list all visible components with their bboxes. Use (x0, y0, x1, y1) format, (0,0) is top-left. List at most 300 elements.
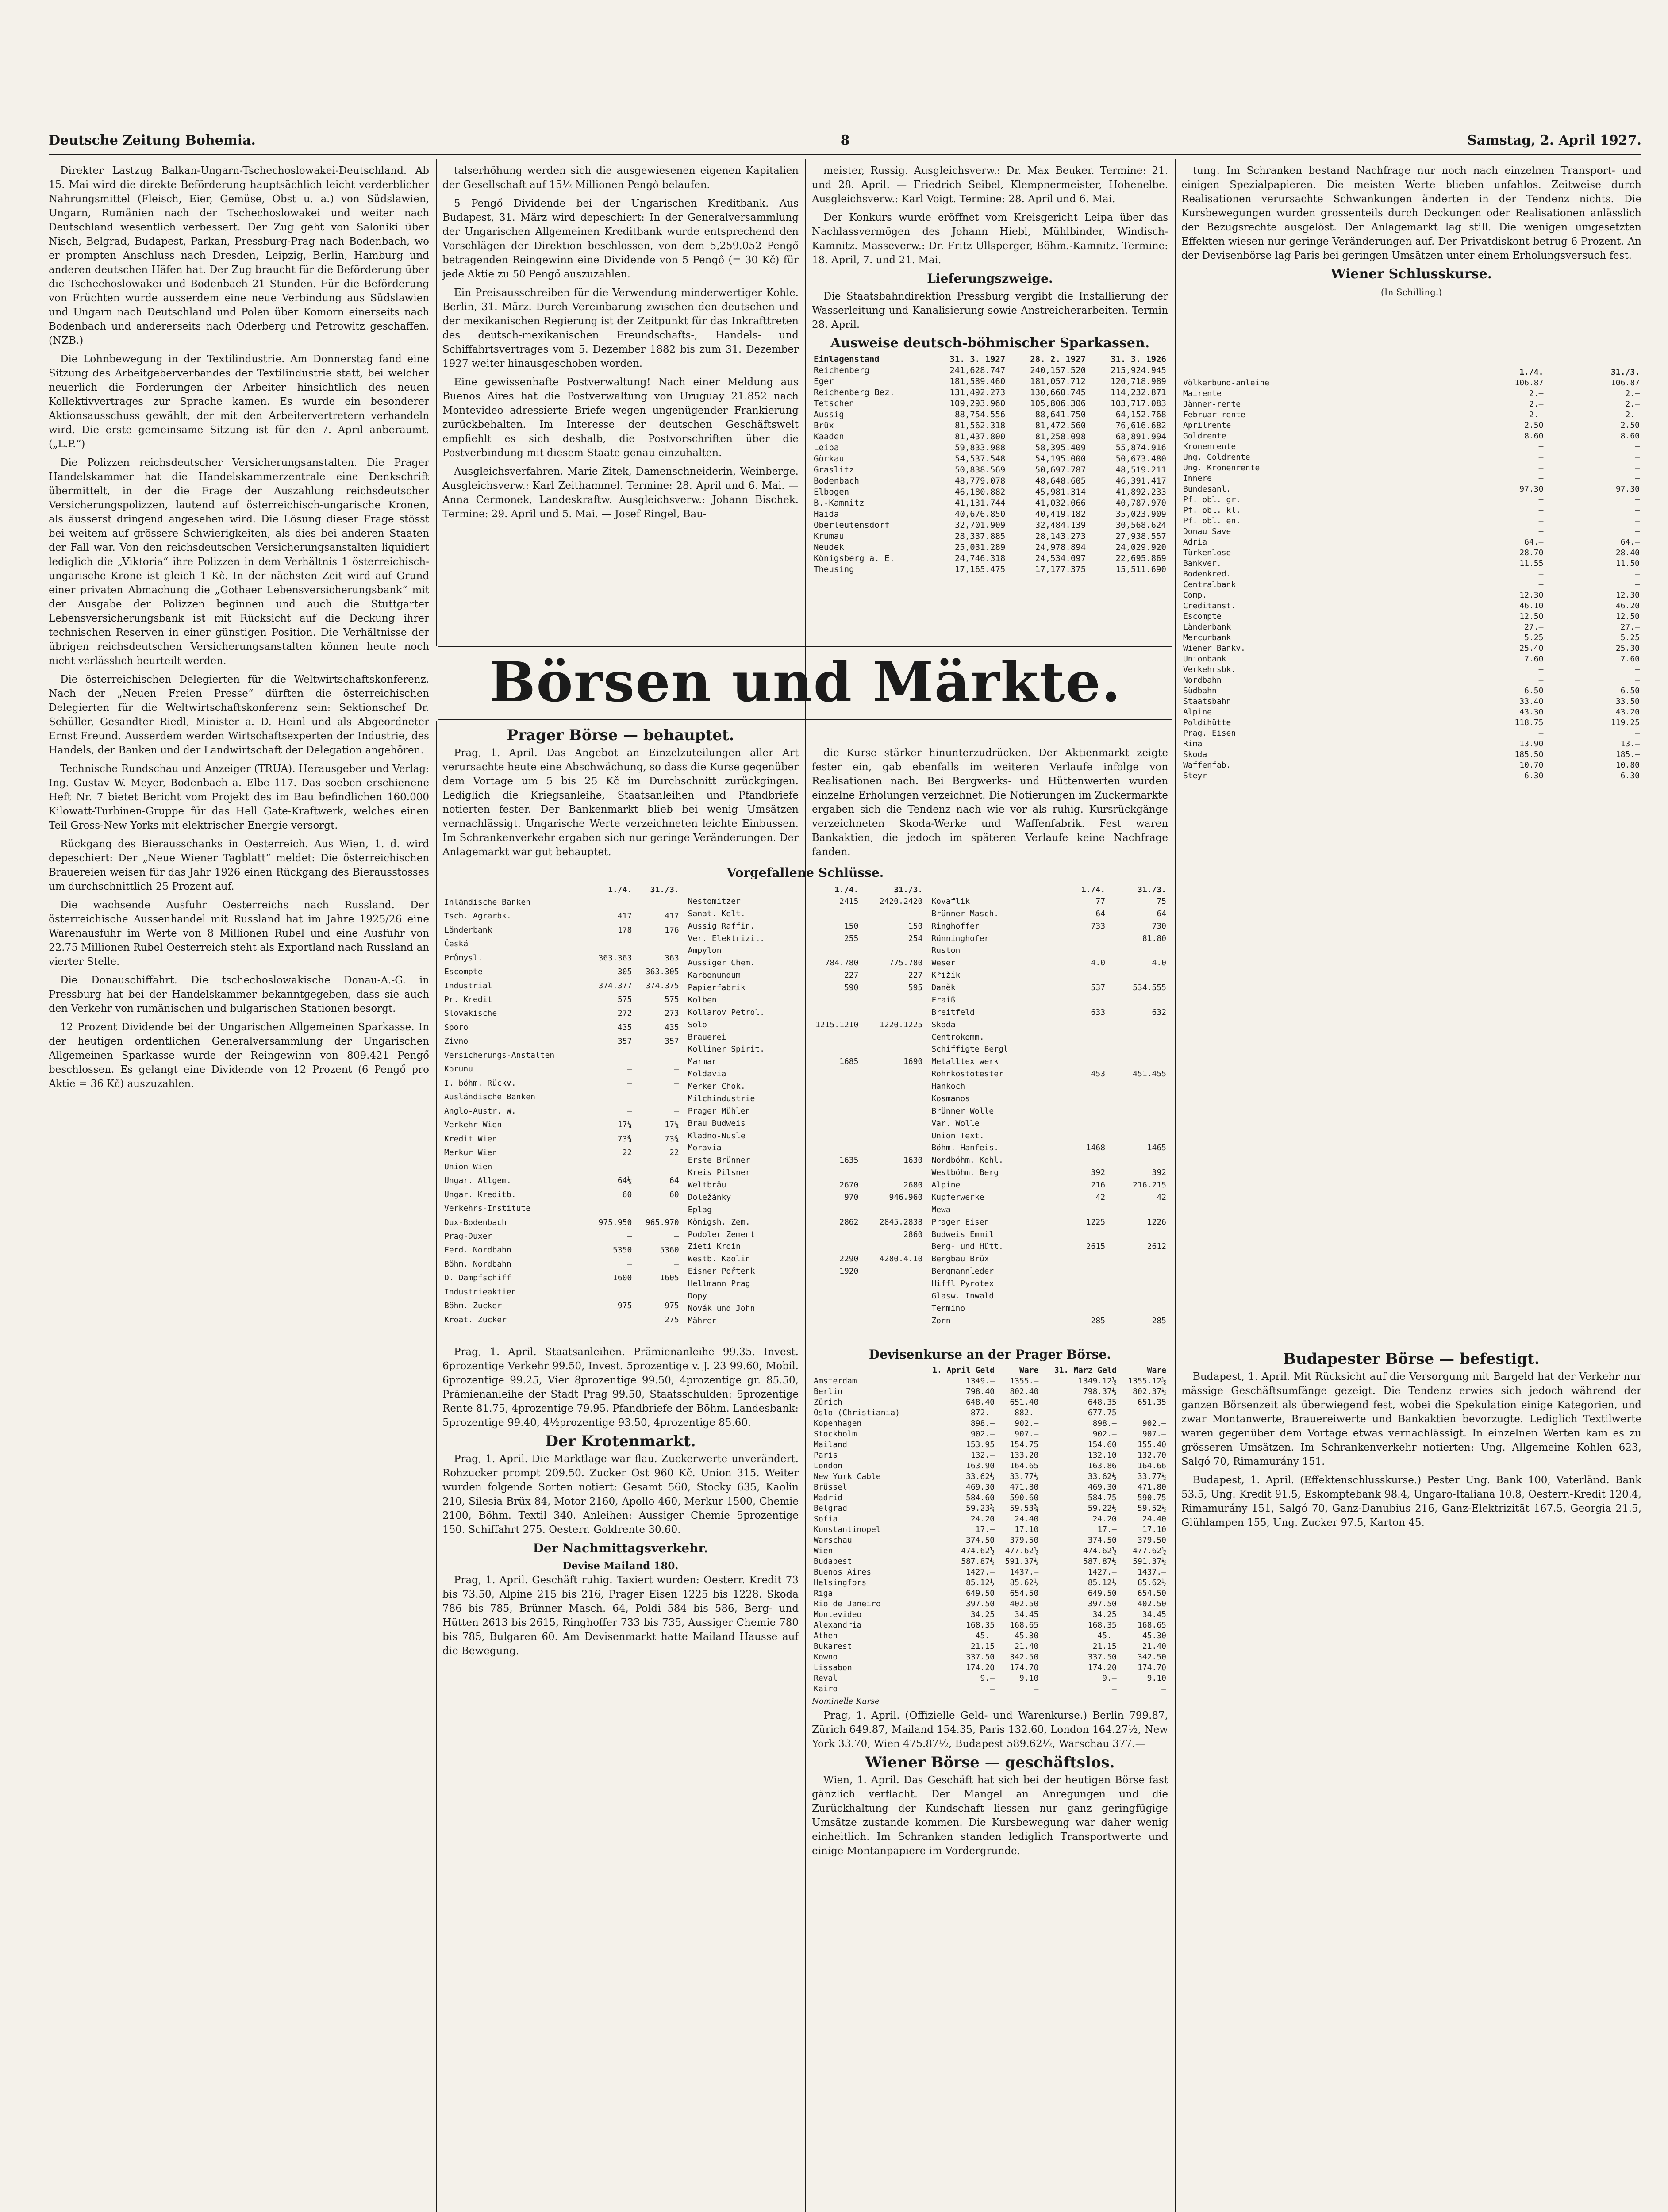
article: Ausgleichsverfahren. Marie Zitek, Damenschneiderin, Weinberge. Ausgleichsverw.: Karl Zeithammel. Termine: 28. April und 6. Mai. — Anna Cermonek, Landeskraftw. Ausgleichsverw.: Johann Bischek. Termine: 29. April und 5. Mai. — Josef Ringel, Bau- (442, 466, 799, 520)
row-value: — (1538, 569, 1544, 579)
row-value: 898.— (1092, 1419, 1117, 1428)
row-label: Südbahn (1183, 686, 1217, 695)
row-label: Brünner Masch. (931, 909, 999, 918)
kurs-row (686, 895, 925, 908)
devisen-row (812, 1652, 1168, 1663)
row-value: — (1161, 1684, 1166, 1694)
row-label: Jänner-rente (1183, 399, 1241, 409)
row-label: Papierfabrik (688, 983, 746, 993)
column-4-top (1181, 164, 1641, 367)
kurs-row (1181, 633, 1641, 643)
col-header: 28. 2. 1927 (1030, 354, 1086, 364)
row-label: Korunu (444, 1064, 473, 1074)
row-value (1107, 1105, 1168, 1118)
devisen-row (812, 1641, 1168, 1652)
row-value: 474.62½ (961, 1546, 995, 1555)
kurs-row (930, 1044, 1168, 1056)
row-label: Hankoch (931, 1082, 965, 1091)
col-header: Ware (1147, 1366, 1166, 1375)
row-value (1107, 1031, 1168, 1044)
row-value: 1685 (839, 1057, 859, 1067)
row-value: 48,519.211 (1115, 465, 1166, 475)
sparkasse-row (812, 564, 1168, 575)
row-value: 132.— (970, 1451, 995, 1460)
row-label: Bundesanl. (1183, 484, 1231, 494)
row-value (1062, 945, 1107, 957)
row-value: 902.— (1015, 1419, 1039, 1428)
row-value (860, 1068, 924, 1080)
row-label: Madrid (814, 1493, 843, 1502)
kurs-row (686, 1044, 925, 1056)
row-label: Amsterdam (814, 1376, 857, 1386)
row-value: 374.50 (1088, 1536, 1117, 1545)
row-value: 417 (665, 911, 679, 921)
row-value: 22 (622, 1148, 632, 1158)
masthead-name: Deutsche Zeitung Bohemia. (49, 133, 256, 148)
row-value: 64 (1157, 909, 1167, 918)
row-label: Metalltex werk (931, 1057, 999, 1067)
row-label: Reichenberg (814, 365, 869, 375)
row-label: Průmysl. (444, 953, 483, 963)
row-value: 975 (665, 1301, 679, 1311)
row-value: 2415 (839, 896, 859, 906)
kurs-row (442, 937, 681, 951)
kurs-row (442, 1063, 681, 1076)
kurs-row (442, 1146, 681, 1160)
article: Prag, 1. April. Geschäft ruhig. Taxiert wurden: Oesterr. Kredit 73 bis 73.50, Alpine 215 bis 216, Prager Eisen 1225 bis 1228. Skoda 786 bis 785, Brünner Masch. 64, Poldi 584 bis 586, Berg- und Hütten 2613 bis 2615, Ringhoffer 733 bis 735, Aussiger Chemie 780 bis 785, Bulgaren 60. Am Devisenmarkt hatte Mailand Hausse auf die Bewegung. (442, 1575, 799, 1657)
row-value: 64,152.768 (1115, 410, 1166, 419)
row-value: 106.87 (1610, 378, 1640, 388)
row-value: 34.45 (1015, 1610, 1039, 1619)
row-value: 174.70 (1010, 1663, 1039, 1672)
row-label: Doležánky (688, 1192, 731, 1202)
kurs-row (686, 994, 925, 1006)
row-value (1107, 1253, 1168, 1265)
row-value (1062, 1229, 1107, 1241)
row-value: 119.25 (1610, 718, 1640, 727)
kurs-row (442, 965, 681, 979)
row-label: Konstantinopel (814, 1525, 881, 1534)
row-value: 1355.— (1010, 1376, 1039, 1386)
row-label: Var. Wolle (931, 1118, 980, 1128)
row-value: 632 (1152, 1007, 1167, 1017)
row-value (860, 1302, 924, 1315)
kurs-row (930, 1204, 1168, 1216)
boerse-tables (442, 885, 1168, 1327)
article: tung. Im Schranken bestand Nachfrage nur noch nach einzelnen Transport- und einigen Spezialpapieren. Die meisten Werte blieben unfahlos. Zeitweise durch Realisationen verursachte Schwankungen änderten in der Tendenz nichts. Die Kursbewegungen wurden grossenteils durch Deckungen oder Realisationen anlässlich der Bezugsrechte ausgelöst. Der Anlagemarkt lag still. Die wenigen umgesetzten Effekten wiesen nur geringe Veränderungen auf. Der Privatdiskont betrug 6 Prozent. An der Devisenbörse lag Paris bei geringen Umsätzen unter einem Erholungsversuch fest. (1181, 165, 1641, 261)
row-label: Ung. Kronenrente (1183, 463, 1260, 472)
devisen-row (812, 1418, 1168, 1429)
row-label: Sanat. Kelt. (688, 909, 746, 918)
kurs-row (686, 1093, 925, 1105)
row-value: 154.60 (1088, 1440, 1117, 1449)
row-value: — (627, 1162, 632, 1171)
row-label: Mairente (1183, 389, 1222, 398)
article: Die Staatsbahndirektion Pressburg vergibt die Installierung der Wasserleitung und Kanalisierung sowie Anstreicherarbeiten. Termin 28. April. (812, 291, 1168, 330)
row-value: 25.40 (1519, 644, 1544, 653)
row-label: Oslo (Christiania) (814, 1408, 900, 1417)
row-value: 55,874.916 (1115, 443, 1166, 453)
kurs-row (686, 933, 925, 945)
kurs-row (442, 1188, 681, 1202)
row-label: Bodenbach (814, 476, 859, 486)
row-value: 474.62½ (1083, 1546, 1117, 1555)
row-value: — (674, 1064, 679, 1074)
row-value: 50,838.569 (954, 465, 1006, 475)
kurs-row (930, 908, 1168, 920)
kurs-row (1181, 463, 1641, 473)
row-value (1107, 1265, 1168, 1278)
row-value: 132.10 (1088, 1451, 1117, 1460)
kurs-row (442, 1299, 681, 1313)
devisen-row (812, 1397, 1168, 1408)
kurs-row (930, 945, 1168, 957)
row-value: 591.37½ (1005, 1557, 1039, 1566)
row-value: 59.53¾ (1010, 1504, 1039, 1513)
row-label: Industrial (444, 981, 492, 991)
row-label: Dopy (688, 1291, 707, 1301)
col-header (812, 1365, 919, 1376)
row-label: Verkehrsbk. (1183, 665, 1236, 674)
row-label: I. böhm. Rückv. (444, 1078, 516, 1088)
article: die Kurse stärker hinunterzudrücken. Der Aktienmarkt zeigte fester ein, gab ebenfalls im weiteren Verlaufe infolge von Realisationen nach. Bei Bergwerks- und Hüttenwerten wurden einzelne Erholungen verzeichnet. Die Notierungen im Zuckermarkte ergaben sich die Tendenz nach wie vor als ruhig. Kursrückgänge verzeichneten Skoda-Werke und Waffenfabrik. Fest waren Bankaktien, die jedoch im späteren Verlaufe keine Nachfrage fanden. (812, 747, 1168, 858)
kurs-row (930, 982, 1168, 994)
kurs-row (1181, 643, 1641, 654)
row-value: 11.50 (1615, 559, 1640, 568)
row-value: 185.50 (1514, 750, 1544, 759)
row-value (796, 1204, 861, 1216)
devisen-row (812, 1376, 1168, 1386)
row-value: 45.— (1097, 1631, 1117, 1640)
row-value: 33.62½ (965, 1472, 995, 1481)
row-value (587, 1313, 634, 1327)
row-label: Ampylon (688, 946, 722, 956)
row-label: Riga (814, 1589, 833, 1598)
row-label: Ferd. Nordbahn (444, 1245, 511, 1255)
row-value: 8.60 (1524, 431, 1544, 441)
row-label: Kopenhagen (814, 1419, 862, 1428)
row-label: Kronenrente (1183, 442, 1236, 451)
sparkasse-row (812, 365, 1168, 376)
column-2-bottom (442, 1345, 799, 2212)
row-value (796, 1229, 861, 1241)
row-value: 81,437.800 (954, 432, 1006, 442)
row-value: 64.— (1620, 538, 1640, 547)
kurs-row (930, 920, 1168, 933)
row-value: 363.363 (598, 953, 632, 963)
col-header: Einlagenstand (814, 354, 880, 364)
row-value: 2680 (903, 1180, 923, 1190)
row-value: 241,628.747 (949, 365, 1006, 375)
row-value: 2.50 (1620, 421, 1640, 430)
row-value: 2615 (1086, 1242, 1106, 1252)
row-value: 733 (1091, 921, 1106, 931)
row-value: 33.77½ (1010, 1472, 1039, 1481)
kurs-row (442, 1216, 681, 1229)
row-value: 402.50 (1137, 1599, 1166, 1609)
sparkasse-row (812, 442, 1168, 453)
row-value: 469.30 (1088, 1482, 1117, 1492)
row-value: 2290 (839, 1254, 859, 1264)
row-value: 10.70 (1519, 760, 1544, 770)
row-label: Pf. obl. gr. (1183, 495, 1241, 504)
row-value: 85.62½ (1137, 1578, 1166, 1587)
row-value: 58,395.409 (1035, 443, 1086, 453)
row-value: 1690 (903, 1057, 923, 1067)
row-value: — (1538, 527, 1544, 536)
row-value: 168.35 (965, 1621, 995, 1630)
row-value: 114,232.871 (1111, 388, 1166, 397)
article: Prag, 1. April. Die Marktlage war flau. Zuckerwerte unverändert. Rohzucker prompt 209.50. Zucker Ost 960 Kč. Union 315. Weiter wurden folgende Sorten notiert: Gesamt 560, Stocky 635, Kaolin 210, Silesia Brüx 84, Motor 2160, Apollo 460, Merkur 1500, Chemie 2100, Böhm. Textil 340. Anleihen: Aussiger Chemie 5prozentige 150. Schiffahrt 275. Oesterr. Goldrente 30.60. (442, 1453, 799, 1536)
row-value (796, 1044, 861, 1056)
row-value: 633 (1091, 1007, 1106, 1017)
kurs-row (1181, 452, 1641, 463)
kurs-row (1181, 505, 1641, 516)
row-value: 22,695.869 (1115, 553, 1166, 563)
row-label: Verkehrs-Institute (444, 1204, 531, 1214)
kurs-row (930, 1130, 1168, 1142)
kurs-row (930, 1191, 1168, 1204)
devisen-row (812, 1440, 1168, 1450)
row-value (1062, 1031, 1107, 1044)
kurs-row (686, 1105, 925, 1118)
row-label: Brünner Wolle (931, 1106, 994, 1116)
devisen-row (812, 1408, 1168, 1418)
row-value: 174.20 (965, 1663, 995, 1672)
row-value: 2.50 (1524, 421, 1544, 430)
row-value (860, 1142, 924, 1155)
kurs-row (686, 1118, 925, 1130)
kurs-row (930, 1216, 1168, 1229)
kurs-row (442, 1091, 681, 1104)
kurs-row (686, 1167, 925, 1179)
row-value: 1226 (1147, 1217, 1167, 1227)
row-value (634, 1091, 680, 1104)
row-value: 28,337.885 (954, 531, 1006, 541)
row-value: 27.— (1620, 622, 1640, 632)
kurs-row (686, 1278, 925, 1290)
row-label: Paris (814, 1451, 838, 1460)
kurs-row (930, 1080, 1168, 1093)
row-value: 730 (1152, 921, 1167, 931)
row-value (1062, 1265, 1107, 1278)
row-value (1062, 933, 1107, 945)
row-value: — (1635, 453, 1640, 462)
row-value (860, 1265, 924, 1278)
row-value (796, 1241, 861, 1253)
kurs-row (686, 1290, 925, 1302)
row-value: 6.30 (1620, 771, 1640, 780)
article: Direkter Lastzug Balkan-Ungarn-Tschechoslowakei-Deutschland. Ab 15. Mai wird die direkte Beförderung hauptsächlich leicht verderblicher Nahrungsmittel (Fleisch, Eier, Gemüse, Obst u. a.) von Südslawien, Ungarn, Rumänien nach der Tschechoslowakei und weiter nach Deutschland wesentlich verbessert. Der Zug geht von Saloniki über Nisch, Belgrad, Budapest, Parkan, Pressburg-Prag nach Bodenbach, wo er prompten Anschluss nach Dresden, Leipzig, Berlin, Hamburg und anderen deutschen Häfen hat. Der Zug braucht für die Beförderung über die Tschechoslowakei und Bodenbach 21 Stunden. Für die Beförderung von Früchten wurde ausserdem eine neue Verbindung aus Südslawien und Ungarn nach Deutschland und Polen über Komorn einerseits nach Bodenbach und andererseits nach Oderberg und Petrowitz geschaffen. (NZB.) (49, 165, 429, 346)
row-value (1107, 1229, 1168, 1241)
row-value: 103,717.083 (1111, 399, 1166, 408)
row-label: Helsingfors (814, 1578, 867, 1587)
row-value: 2.— (1625, 389, 1640, 398)
section-heading: Vorgefallene Schlüsse. (726, 865, 884, 880)
row-value: 131,492.273 (949, 388, 1006, 397)
row-label: Kowno (814, 1652, 838, 1662)
row-label: Montevideo (814, 1610, 862, 1619)
row-value (587, 1202, 634, 1215)
row-value: — (1635, 463, 1640, 472)
section-heading: Budapester Börse — befestigt. (1283, 1350, 1540, 1368)
row-value: 965.970 (645, 1217, 679, 1227)
sparkasse-row (812, 476, 1168, 487)
row-value (1107, 1044, 1168, 1056)
row-value: 76,616.682 (1115, 421, 1166, 430)
row-label: Graslitz (814, 465, 854, 475)
row-value: — (1034, 1684, 1039, 1694)
row-value: 902.— (1142, 1419, 1166, 1428)
row-label: Merkur Wien (444, 1148, 497, 1158)
row-label: Rohrkostotester (931, 1069, 1003, 1079)
row-value: 34.25 (1092, 1610, 1117, 1619)
row-value: 59,833.988 (954, 443, 1006, 453)
kurs-row (686, 1019, 925, 1031)
row-label: Lissabon (814, 1663, 852, 1672)
kurs-row (442, 1257, 681, 1271)
row-label: Zivno (444, 1037, 469, 1046)
row-value: 648.40 (965, 1398, 995, 1407)
row-label: Glasw. Inwald (931, 1291, 994, 1301)
devisen-row (812, 1684, 1168, 1694)
row-label: Elbogen (814, 487, 849, 497)
row-label: Versicherungs-Anstalten (444, 1050, 555, 1060)
kurs-row (1181, 431, 1641, 442)
row-value: 17,165.475 (954, 565, 1006, 574)
row-value: 363.305 (645, 967, 679, 977)
row-label: Křižík (931, 971, 961, 980)
row-value (860, 1006, 924, 1019)
row-label: Länderbank (444, 925, 492, 935)
sparkasse-row (812, 520, 1168, 531)
row-value: 48,779.078 (954, 476, 1006, 486)
devisen-row (812, 1546, 1168, 1556)
kurs-row (686, 1068, 925, 1080)
kurs-row (930, 1265, 1168, 1278)
row-value: 163.90 (965, 1461, 995, 1471)
row-value: 168.65 (1137, 1621, 1166, 1630)
article: Die Polizzen reichsdeutscher Versicherungsanstalten. Die Prager Handelskammer hat die Handelskammerzentrale eine Denkschrift übermittelt, in der die Frage der Auszahlung reichsdeutscher Versicherungspolizzen, lautend auf österreichisch-ungarische Kronen, als äusserst dringend angesehen wird. Die Lösung dieser Frage stösst bei weitem auf grössere Schwierigkeiten, als dies bei anderen Staaten der Fall war. Von den reichsdeutschen Versicherungsanstalten liquidiert lediglich die „Viktoria“ ihre Polizzen in dem Verhältnis 1 österreichisch-ungarische Krone ist gleich 1 Kč. In der nächsten Zeit wird auf Grund einer privaten Abmachung die „Gothaer Lebensversicherungsbank“ mit der Ausgabe der Polizzen beginnen und auch die Stuttgarter Lebensversicherungsbank ist mit Rücksicht auf die Deckung ihrer technischen Reserven in einer günstigen Position. Die Verhältnisse der übrigen reichsdeutschen Versicherungsanstalten können heute noch nicht verlässlich beurteilt werden. (49, 457, 429, 667)
row-value: 9.10 (1019, 1674, 1039, 1683)
row-label: Skoda (931, 1020, 956, 1029)
row-label: Tetschen (814, 399, 854, 408)
row-value: 584.60 (965, 1493, 995, 1502)
row-label: Prager Mühlen (688, 1106, 750, 1116)
row-label: D. Dampfschiff (444, 1273, 511, 1283)
kurs-row (1181, 580, 1641, 590)
row-value: 40,787.970 (1115, 498, 1166, 508)
kurs-row (442, 1048, 681, 1062)
row-value: 81,258.098 (1035, 432, 1086, 442)
row-label: Ungar. Kreditb. (444, 1190, 516, 1199)
row-label: Staatsbahn (1183, 697, 1231, 706)
row-value: 215,924.945 (1111, 365, 1166, 375)
row-value: — (1635, 516, 1640, 526)
row-value: 42 (1095, 1192, 1106, 1202)
row-label: Ringhoffer (931, 921, 980, 931)
kurs-row (1181, 473, 1641, 484)
kurs-row (686, 908, 925, 920)
row-value (1062, 1278, 1107, 1290)
banner-rule (438, 719, 1172, 720)
devisen-row (812, 1673, 1168, 1684)
col-header: 1. April Geld (932, 1366, 995, 1375)
kurs-row (686, 1142, 925, 1155)
row-value (1107, 1093, 1168, 1105)
sparkassen-table (812, 354, 1168, 575)
row-label: Prag. Eisen (1183, 729, 1236, 738)
section-heading: Ausweise deutsch-böhmischer Sparkassen. (830, 335, 1150, 351)
sparkasse-row (812, 376, 1168, 387)
page-number: 8 (840, 133, 850, 148)
devisen-table (812, 1365, 1168, 1694)
row-value: 1220.1225 (879, 1020, 923, 1029)
row-value: 46.10 (1519, 601, 1544, 611)
kurs-row (1181, 675, 1641, 686)
kurs-row (442, 895, 681, 909)
row-value: 176 (665, 925, 679, 935)
row-value: 534.555 (1133, 983, 1167, 993)
row-value (634, 895, 680, 909)
row-value: 41,032.066 (1035, 498, 1086, 508)
row-value: 379.50 (1010, 1536, 1039, 1545)
row-value: 174.70 (1137, 1663, 1166, 1672)
row-label: Weser (931, 958, 956, 968)
row-value: — (1635, 569, 1640, 579)
row-label: Königsh. Zem. (688, 1217, 750, 1227)
row-value: 88,641.750 (1035, 410, 1086, 419)
kurs-row (442, 1229, 681, 1243)
kurs-row (930, 933, 1168, 945)
row-value: 163.86 (1088, 1461, 1117, 1471)
row-value: 1349.— (965, 1376, 995, 1386)
section-heading: Devisenkurse an der Prager Börse. (869, 1347, 1111, 1362)
kurs-row (442, 1104, 681, 1118)
row-value: 133.20 (1010, 1451, 1039, 1460)
row-value: 595 (908, 983, 923, 993)
row-value: 451.455 (1133, 1069, 1167, 1079)
col-header: 31./3. (894, 885, 923, 895)
row-value: 33.40 (1519, 697, 1544, 706)
row-value: 28,143.273 (1035, 531, 1086, 541)
row-value (796, 1278, 861, 1290)
row-value: 41,892.233 (1115, 487, 1166, 497)
kurs-row (442, 1244, 681, 1257)
row-label: Pf. obl. kl. (1183, 506, 1241, 515)
issue-date: Samstag, 2. April 1927. (1467, 133, 1641, 148)
row-value: 1215.1210 (815, 1020, 859, 1029)
column-divider (436, 159, 437, 646)
kurs-row (930, 1006, 1168, 1019)
row-value: 24,029.920 (1115, 542, 1166, 552)
row-value: 477.62½ (1133, 1546, 1166, 1555)
row-value: 363 (665, 953, 679, 963)
kurs-row (442, 1202, 681, 1215)
row-label: Länderbank (1183, 622, 1231, 632)
row-label: Tsch. Agrarbk. (444, 911, 511, 921)
row-value: 64.— (1524, 538, 1544, 547)
devisen-row (812, 1493, 1168, 1503)
row-value: 178 (617, 925, 632, 935)
kurs-row (442, 1021, 681, 1034)
row-value: 469.30 (965, 1482, 995, 1492)
row-label: Türkenlose (1183, 548, 1231, 557)
article: Der Konkurs wurde eröffnet vom Kreisgericht Leipa über das Nachlassvermögen des Johann Hiebl, Mühlbinder, Windisch-Kamnitz. Masseverw.: Dr. Fritz Ullsperger, Böhm.-Kamnitz. Termine: 18. April, 7. und 21. Mai. (812, 212, 1168, 266)
kurs-row (1181, 410, 1641, 420)
row-value: 975 (617, 1301, 632, 1311)
kurs-row (1181, 442, 1641, 452)
